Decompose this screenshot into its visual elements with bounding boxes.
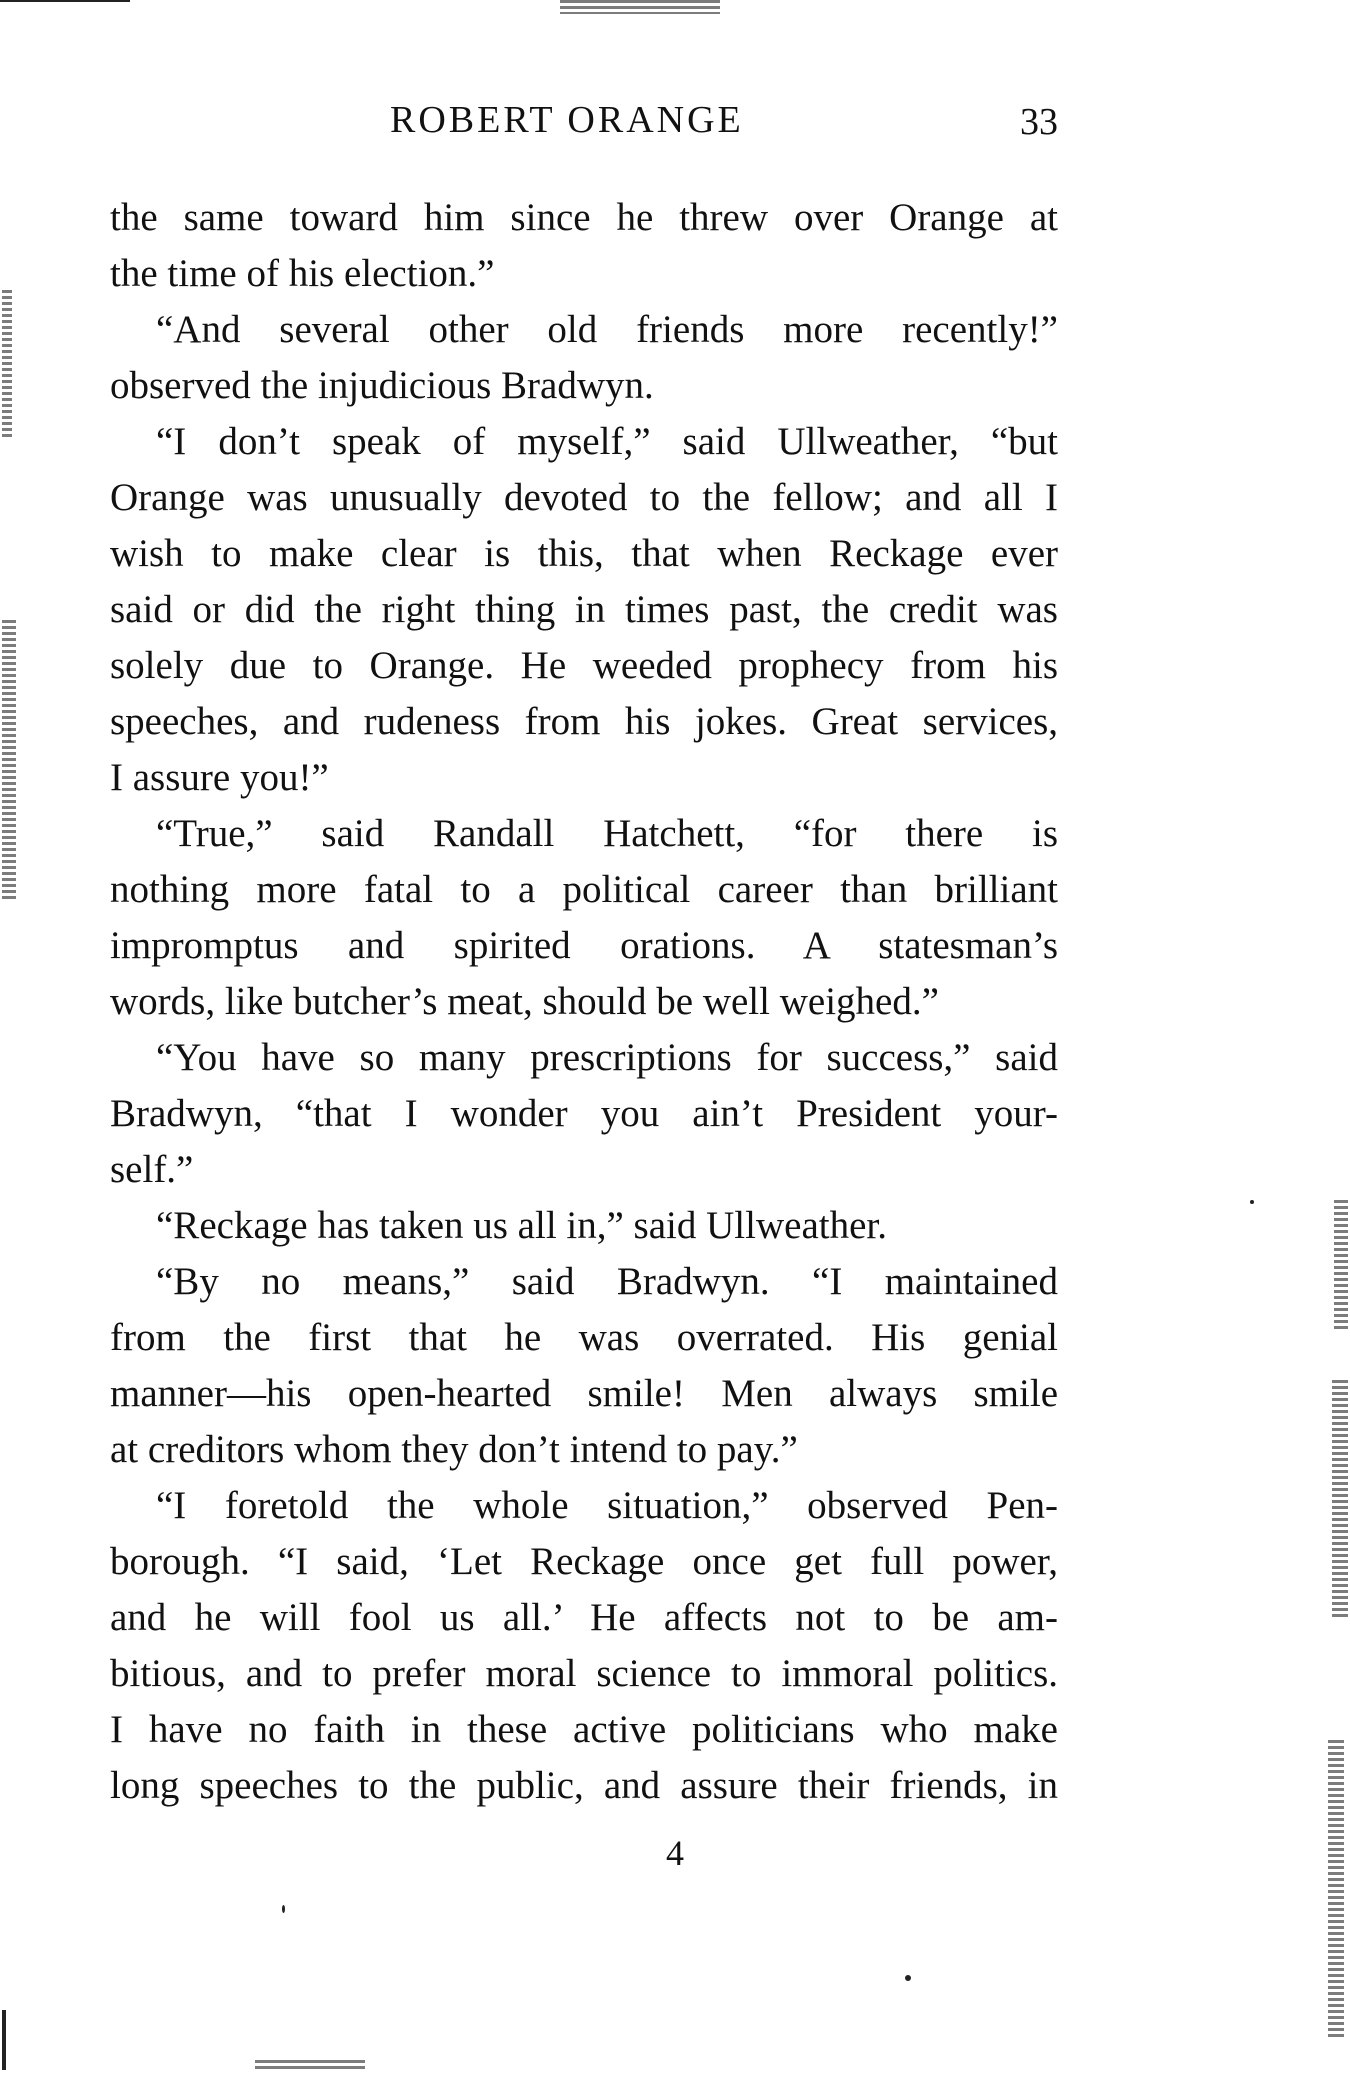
text-line: Orange was unusually devoted to the fellow; and all I xyxy=(110,476,1058,519)
text-line: the time of his election.” xyxy=(110,252,495,295)
text-line: said or did the right thing in times past, the credit was xyxy=(110,588,1058,631)
scan-edge-mark xyxy=(255,2060,365,2072)
text-line: “And several other old friends more recently!” xyxy=(156,308,1058,351)
text-line: wish to make clear is this, that when Reckage ever xyxy=(110,532,1058,575)
text-line: “I foretold the whole situation,” observed Pen- xyxy=(156,1484,1058,1527)
text-line: “Reckage has taken us all in,” said Ullweather. xyxy=(156,1204,887,1247)
text-line: the same toward him since he threw over Orange at xyxy=(110,196,1058,239)
running-title: ROBERT ORANGE xyxy=(390,99,744,141)
text-line: long speeches to the public, and assure their friends, in xyxy=(110,1764,1058,1807)
text-line: and he will fool us all.’ He affects not to be am- xyxy=(110,1596,1058,1639)
page-number: 33 xyxy=(1020,101,1058,143)
scan-speck xyxy=(2,2010,6,2070)
text-line: “True,” said Randall Hatchett, “for there is xyxy=(156,812,1058,855)
scan-edge-mark xyxy=(2,620,16,900)
text-line: observed the injudicious Bradwyn. xyxy=(110,364,654,407)
text-line: impromptus and spirited orations. A statesman’s xyxy=(110,924,1058,967)
text-line: “I don’t speak of myself,” said Ullweather, “but xyxy=(156,420,1058,463)
text-line: Bradwyn, “that I wonder you ain’t President your- xyxy=(110,1092,1058,1135)
text-line: borough. “I said, ‘Let Reckage once get full power, xyxy=(110,1540,1058,1583)
text-line: “By no means,” said Bradwyn. “I maintained xyxy=(156,1260,1058,1303)
text-line: self.” xyxy=(110,1148,194,1191)
text-line: manner—his open-hearted smile! Men always smile xyxy=(110,1372,1058,1415)
text-line: speeches, and rudeness from his jokes. Great services, xyxy=(110,700,1058,743)
text-line: at creditors whom they don’t intend to pay.” xyxy=(110,1428,798,1471)
scan-speck xyxy=(282,1905,285,1913)
running-header xyxy=(110,98,1058,148)
scan-border-line xyxy=(0,0,130,2)
scan-speck xyxy=(905,1975,911,1981)
text-line: solely due to Orange. He weeded prophecy from his xyxy=(110,644,1058,687)
text-line: I assure you!” xyxy=(110,756,329,799)
text-line: “You have so many prescriptions for success,” said xyxy=(156,1036,1058,1079)
text-line: I have no faith in these active politicians who make xyxy=(110,1708,1058,1751)
scan-edge-mark xyxy=(560,0,720,14)
text-line: words, like butcher’s meat, should be well weighed.” xyxy=(110,980,939,1023)
scan-edge-mark xyxy=(1334,1200,1348,1330)
text-line: bitious, and to prefer moral science to immoral politics. xyxy=(110,1652,1058,1695)
text-line: nothing more fatal to a political career than brilliant xyxy=(110,868,1058,911)
scan-edge-mark xyxy=(1328,1740,1344,2040)
text-body xyxy=(110,190,1058,1814)
signature-mark: 4 xyxy=(666,1833,684,1873)
scan-edge-mark xyxy=(1332,1380,1348,1620)
text-line: from the first that he was overrated. His genial xyxy=(110,1316,1058,1359)
scan-speck xyxy=(1250,1200,1254,1204)
scan-edge-mark xyxy=(2,290,12,440)
